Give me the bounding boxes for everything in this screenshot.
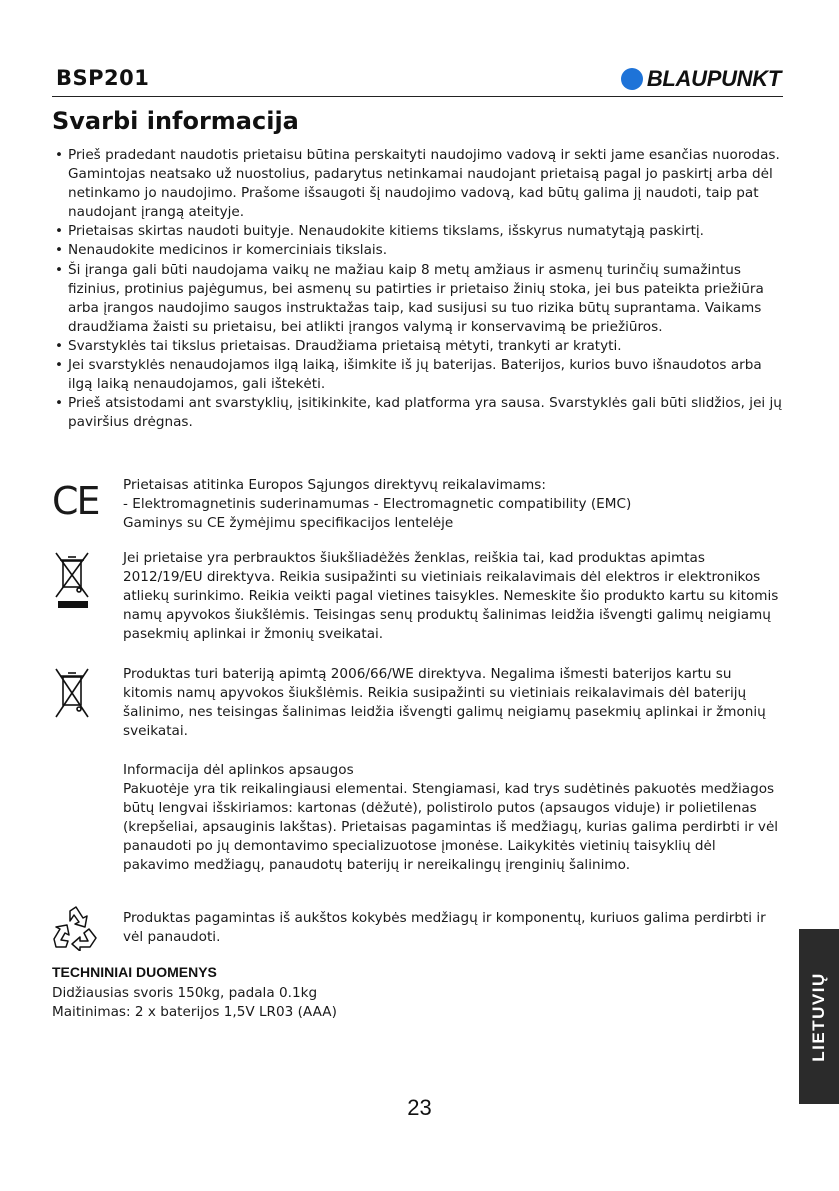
page-header <box>52 66 783 97</box>
list-item: • Prieš atsistodami ant svarstyklių, įsitikinkite, kad platforma yra sausa. Svarstyklės gali būti slidžios, jei jų paviršius drėgnas. <box>52 394 782 432</box>
ce-line: Prietaisas atitinka Europos Sąjungos direktyvų reikalavimams: <box>123 477 546 493</box>
ce-text <box>123 476 783 533</box>
list-item: • Nenaudokite medicinos ir komerciniais tikslais. <box>52 241 782 260</box>
list-item: • Prieš pradedant naudotis prietaisu būtina perskaityti naudojimo vadovą ir sekti jame esančias nuorodas. Gamintojas neatsako už nuostolius, padarytus netinkamai naudojant prietaisą pagal jo paskirtį arba dėl netinkamo jo naudojimo. Prašome išsaugoti šį naudojimo vadovą, kad būtų galima jį naudoti, taip pat naudojant įrangą ateityje. <box>52 146 782 222</box>
brand-name: BLAUPUNKT <box>646 66 781 91</box>
page-number: 23 <box>407 1095 432 1120</box>
list-item: • Ši įranga gali būti naudojama vaikų ne mažiau kaip 8 metų amžiaus ir asmenų turinčių sumažintus fizinius, protinius pajėgumus, bei asmenų su patirties ir prietaiso žinių stoka, jei bus pateikta priežiūra arba įrangos naudojimo saugos instruktažas taip, kad susijusi su tuo rizika būtų suprantama. Vaikams draudžiama žaisti su prietaisu, bei atlikti įrangos valymą ir konservavimą be priežiūros. <box>52 261 782 337</box>
environment-body: Pakuotėje yra tik reikalingiausi elementai. Stengiamasi, kad trys sudėtinės pakuotės medžiagos būtų lengvai išskiriamos: kartonas (dėžutė), polistirolo putos (apsaugos viduje) ir polietilenas (krepšeliai, apsauginis lakštas). Prietaisas pagamintas iš medžiagų, kurias galima perdirbti ir vėl panaudoti po jų demontavimo specializuotose įmonėse. Laikykitės vietinių taisyklių dėl pakavimo medžiagų, panaudotų baterijų ir nereikalingų įrenginių šalinimo. <box>123 781 779 874</box>
battery-text: Produktas turi bateriją apimtą 2006/66/WE direktyva. Negalima išmesti baterijos kartu su kitomis namų apyvokos šiukšlėmis. Reikia susipažinti su vietiniais reikalavimais dėl baterijų šalinimo, nes teisingas šalinimas leidžia išvengti galimų neigiamų pasekmių aplinkai ir žmonių sveikatai. <box>123 666 766 740</box>
tech-title: TECHNINIAI DUOMENYS <box>52 964 217 980</box>
environment-text <box>123 761 783 876</box>
tech-power: Maitinimas: 2 x baterijos 1,5V LR03 (AAA) <box>52 1004 337 1020</box>
ce-line: - Elektromagnetinis suderinamumas - Electromagnetic compatibility (EMC) <box>123 496 632 513</box>
model-number: BSP201 <box>56 66 150 90</box>
page-title: Svarbi informacija <box>52 107 299 135</box>
language-label: LIETUVIŲ <box>809 971 828 1062</box>
list-item: • Svarstyklės tai tikslus prietaisas. Draudžiama prietaisą mėtyti, trankyti ar kratyti. <box>52 337 782 356</box>
brand-dot-icon <box>621 68 643 90</box>
weee-text: Jei prietaise yra perbrauktos šiukšliadėžės ženklas, reiškia tai, kad produktas apimtas 2012/19/EU direktyva. Reikia susipažinti su vietiniais reikalavimais dėl elektros ir elektronikos atliekų surinkimo. Reikia veikti pagal vietines taisykles. Nemeskite šio produkto kartu su kitomis namų apyvokos šiukšlėmis. Teisingas senų produktų šalinimas leidžia išvengti galimų neigiamų pasekmių aplinkai ir žmonių sveikatai. <box>123 550 779 643</box>
language-tab <box>799 929 839 1104</box>
recycle-icon <box>52 905 104 955</box>
environment-heading: Informacija dėl aplinkos apsaugos <box>123 762 354 778</box>
list-item: • Prietaisas skirtas naudoti buityje. Nenaudokite kitiems tikslams, išskyrus numatytąją paskirtį. <box>52 222 782 241</box>
ce-line: Gaminys su CE žymėjimu specifikacijos lentelėje <box>123 515 454 532</box>
tech-weight: Didžiausias svoris 150kg, padala 0.1kg <box>52 985 318 1001</box>
list-item: • Jei svarstyklės nenaudojamos ilgą laiką, išimkite iš jų baterijas. Baterijos, kurios buvo išnaudotos arba ilgą laiką nenaudojamos, gali ištekėti. <box>52 356 782 394</box>
brand-logo <box>621 67 781 91</box>
crossed-bin-icon <box>52 665 104 725</box>
recycle-text: Produktas pagamintas iš aukštos kokybės medžiagų ir komponentų, kuriuos galima perdirbti ir vėl panaudoti. <box>123 910 766 946</box>
ce-mark-icon: CE <box>52 479 99 523</box>
safety-list <box>52 146 782 432</box>
crossed-bin-bar-icon <box>52 549 104 615</box>
